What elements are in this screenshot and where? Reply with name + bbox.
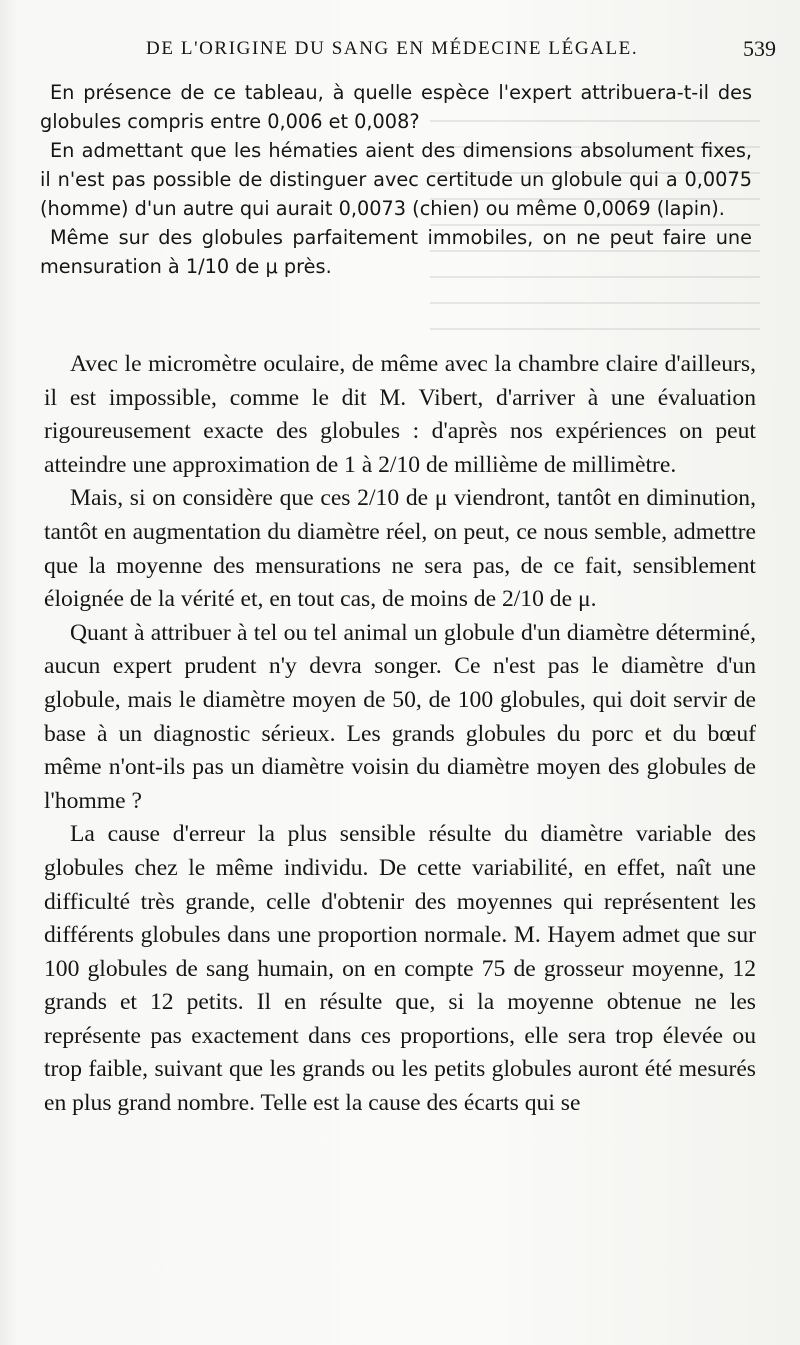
page-header <box>46 38 776 68</box>
main-text-block <box>44 348 756 1121</box>
body-paragraph: La cause d'erreur la plus sensible résulte du diamètre variable des globules chez le même individu. De cette variabilité, en effet, naît une difficulté très grande, celle d'obtenir des moyennes qui représentent les différents globules dans une proportion normale. M. Hayem admet que sur 100 globules de sang humain, on en compte 75 de grosseur moyenne, 12 grands et 12 petits. Il en résulte que, si la moyenne obtenue ne les représente pas exactement dans ces proportions, elle sera trop élevée ou trop faible, suivant que les grands ou les petits globules auront été mesurés en plus grand nombre. Telle est la cause des écarts qui se <box>44 821 756 1117</box>
small-paragraph: En présence de ce tableau, à quelle espèce l'expert attribuera-t-il des globules compris entre 0,006 et 0,008? <box>40 81 752 133</box>
running-head: DE L'ORIGINE DU SANG EN MÉDECINE LÉGALE. <box>146 38 639 59</box>
small-paragraph: En admettant que les hématies aient des dimensions absolument fixes, il n'est pas possible de distinguer avec certitude un globule qui a 0,0075 (homme) d'un autre qui aurait 0,0073 (chien) ou même 0,0069 (lapin). <box>40 139 752 220</box>
small-paragraph: Même sur des globules parfaitement immobiles, on ne peut faire une mensuration à 1/10 de μ près. <box>40 226 752 278</box>
body-paragraph: Mais, si on considère que ces 2/10 de μ viendront, tantôt en diminution, tantôt en augmentation du diamètre réel, on peut, ce nous semble, admettre que la moyenne des mensurations ne sera pas, de ce fait, sensiblement éloignée de la vérité et, en tout cas, de moins de 2/10 de μ. <box>44 485 756 613</box>
body-paragraph: Quant à attribuer à tel ou tel animal un globule d'un diamètre déterminé, aucun expert prudent n'y devra songer. Ce n'est pas le diamètre d'un globule, mais le diamètre moyen de 50, de 100 globules, qui doit servir de base à un diagnostic sérieux. Les grands globules du porc et du bœuf même n'ont-ils pas un diamètre voisin du diamètre moyen des globules de l'homme ? <box>44 619 756 814</box>
body-paragraph: Avec le micromètre oculaire, de même avec la chambre claire d'ailleurs, il est impossible, comme le dit M. Vibert, d'arriver à une évaluation rigoureusement exacte des globules : d'après nos expériences on peut atteindre une approximation de 1 à 2/10 de millième de millimètre. <box>44 351 756 478</box>
page-number: 539 <box>743 36 776 61</box>
small-print-block <box>40 78 752 281</box>
